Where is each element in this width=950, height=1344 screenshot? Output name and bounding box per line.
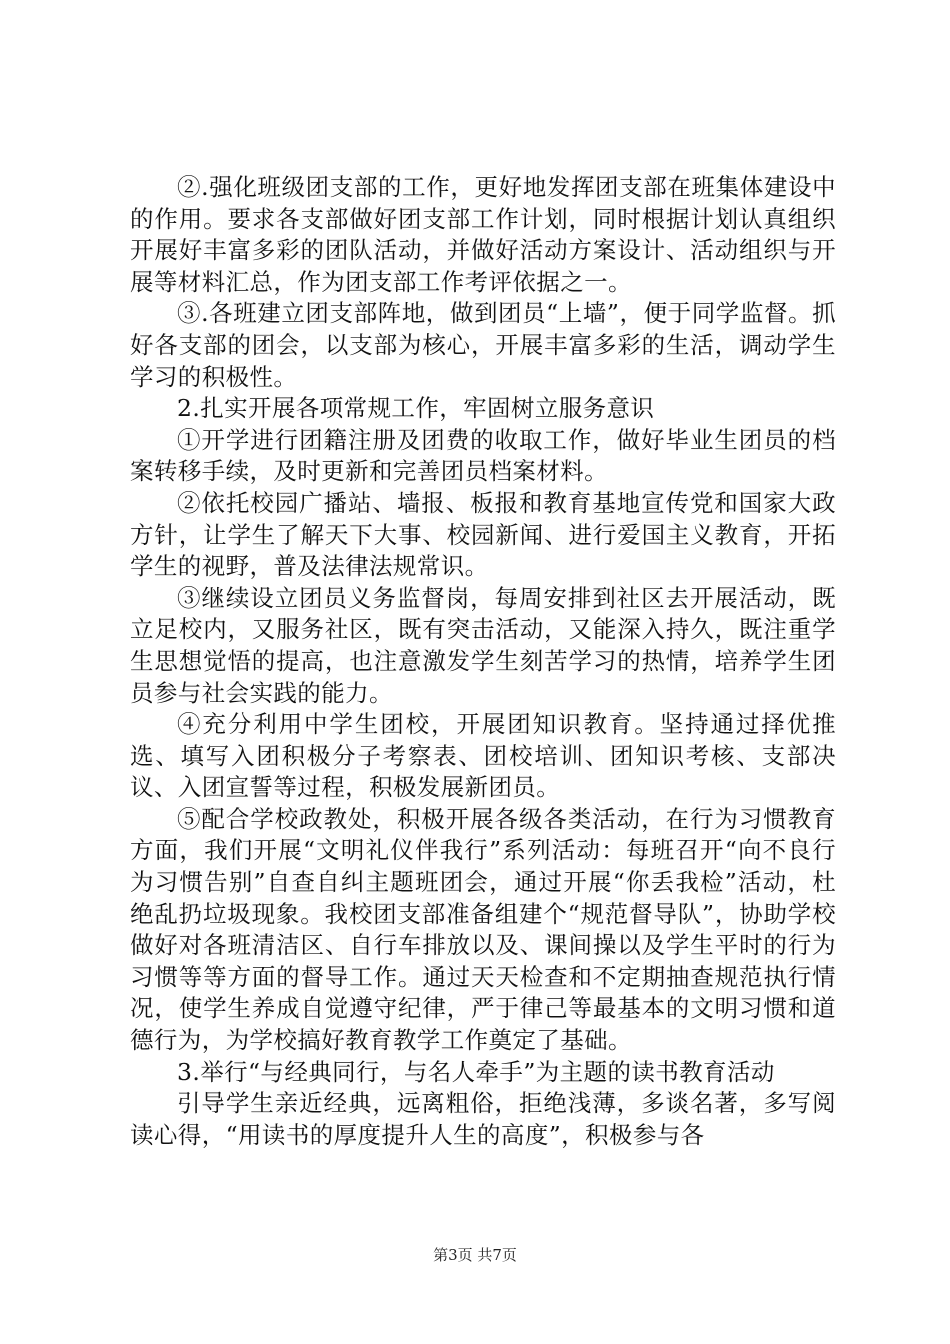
page-number: 第3页 共7页 [433,1246,517,1264]
paragraph-behavior-education: ⑤配合学校政教处，积极开展各级各类活动，在行为习惯教育方面，我们开展“文明礼仪伴我行”系列活动：每班召开“向不良行为习惯告别”自查自纠主题班团会，通过开展“你丢我检”活动，杜绝乱扔垃圾现象。我校团支部准备组建个“规范督导队”，协助学校做好对各班清洁区、自行车排放以及、课间操以及学生平时的行为习惯等等方面的督导工作。通过天天检查和不定期抽查规范执行情况，使学生养成自觉遵守纪律，严于律己等最基本的文明习惯和道德行为，为学校搞好教育教学工作奠定了基础。 [130,804,836,1055]
paragraph-heading-routine-work: 2.扎实开展各项常规工作，牢固树立服务意识 [177,394,655,423]
paragraph-registration: ①开学进行团籍注册及团费的收取工作，做好毕业生团员的档案转移手续，及时更新和完善团员档案材料。 [130,425,836,486]
paragraph-strengthen-class-league: ②.强化班级团支部的工作，更好地发挥团支部在班集体建设中的作用。要求各支部做好团支部工作计划，同时根据计划认真组织开展好丰富多彩的团队活动，并做好活动方案设计、活动组织与开展等材料汇总，作为团支部工作考评依据之一。 [130,173,836,296]
paragraph-broadcast: ②依托校园广播站、墙报、板报和教育基地宣传党和国家大政方针，让学生了解天下大事、校园新闻、进行爱国主义教育，开拓学生的视野，普及法律法规常识。 [130,488,836,581]
paragraph-league-school: ④充分利用中学生团校，开展团知识教育。坚持通过择优推选、填写入团积极分子考察表、团校培训、团知识考核、支部决议、入团宣誓等过程，积极发展新团员。 [130,710,836,802]
paragraph-supervision-post: ③继续设立团员义务监督岗，每周安排到社区去开展活动，既立足校内，又服务社区，既有突击活动，又能深入持久，既注重学生思想觉悟的提高，也注意激发学生刻苦学习的热情，培养学生团员参与社会实践的能力。 [130,583,836,707]
paragraph-reading-guide: 引导学生亲近经典，远离粗俗，拒绝浅薄，多谈名著，多写阅读心得，“用读书的厚度提升人生的高度”，积极参与各 [130,1089,836,1149]
document-body [130,172,836,1151]
paragraph-heading-reading: 3.举行“与经典同行，与名人牵手”为主题的读书教育活动 [177,1057,775,1086]
paragraph-league-position: ③.各班建立团支部阵地，做到团员“上墙”，便于同学监督。抓好各支部的团会，以支部为核心，开展丰富多彩的生活，调动学生学习的积极性。 [130,299,836,391]
